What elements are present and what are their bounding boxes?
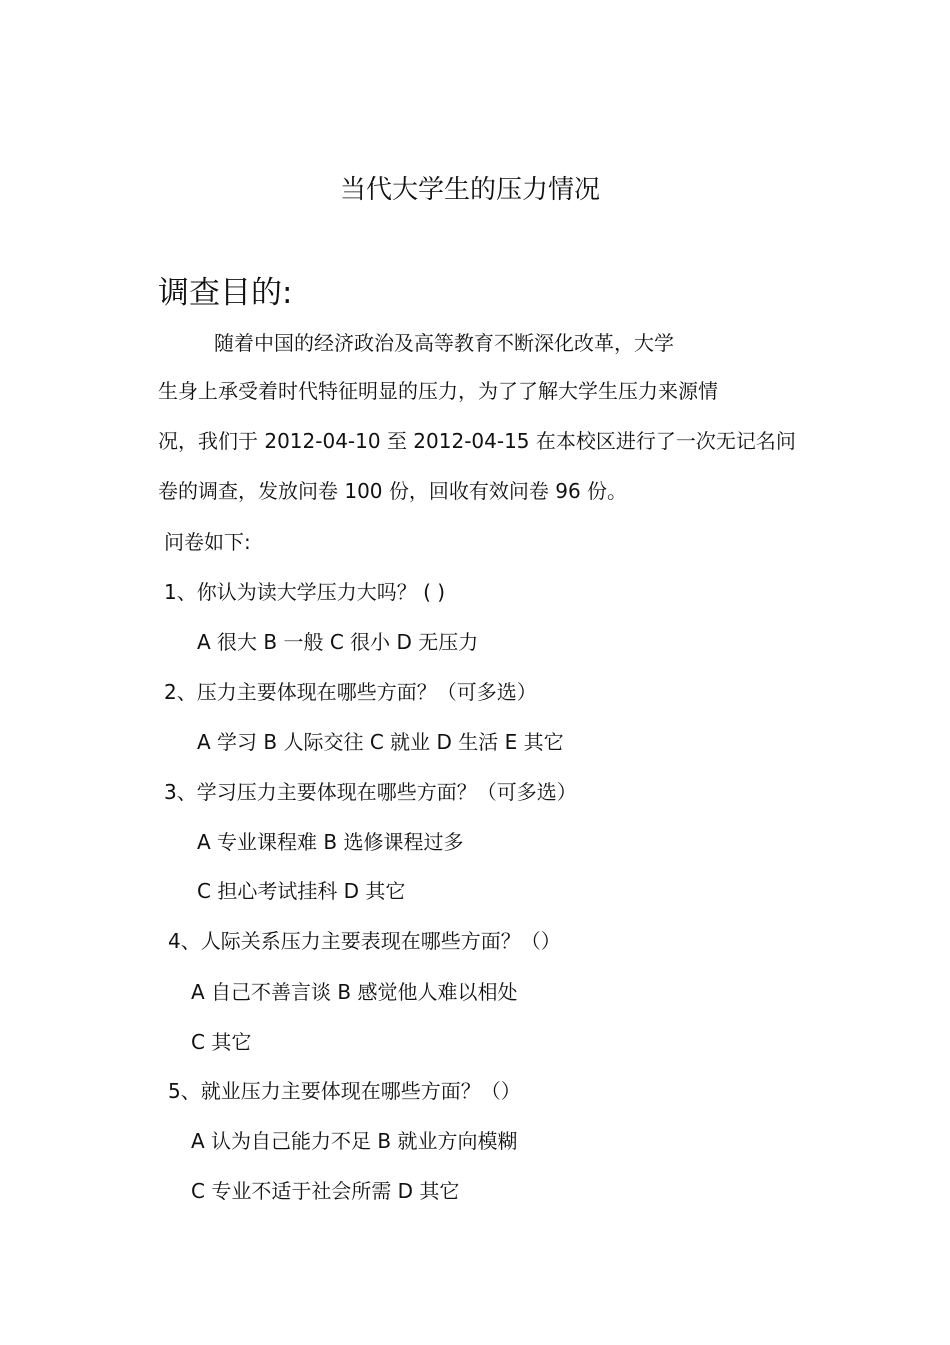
question-1-options: A 很大 B 一般 C 很小 D 无压力 <box>197 630 479 654</box>
document-title: 当代大学生的压力情况 <box>340 175 601 205</box>
intro-line-2: 生身上承受着时代特征明显的压力，为了了解大学生压力来源情 <box>158 379 718 403</box>
question-4: 4、人际关系压力主要表现在哪些方面？（） <box>168 929 561 953</box>
intro-line-4: 卷的调查，发放问卷 100 份，回收有效问卷 96 份。 <box>158 479 628 503</box>
question-4-options-line-1: A 自己不善言谈 B 感觉他人难以相处 <box>191 980 518 1004</box>
section-heading: 调查目的: <box>158 275 293 311</box>
intro-line-3: 况，我们于 2012-04-10 至 2012-04-15 在本校区进行了一次无记名问 <box>158 429 796 453</box>
question-5-options-line-1: A 认为自己能力不足 B 就业方向模糊 <box>191 1129 518 1153</box>
question-5-options-line-2: C 专业不适于社会所需 D 其它 <box>191 1179 460 1203</box>
question-1: 1、你认为读大学压力大吗？ ( ) <box>164 580 446 604</box>
question-2-options: A 学习 B 人际交往 C 就业 D 生活 E 其它 <box>197 730 564 754</box>
question-2: 2、压力主要体现在哪些方面？（可多选） <box>164 680 537 704</box>
question-4-options-line-2: C 其它 <box>191 1030 252 1054</box>
intro-line-1: 随着中国的经济政治及高等教育不断深化改革，大学 <box>214 331 674 355</box>
question-3: 3、学习压力主要体现在哪些方面？（可多选） <box>164 780 577 804</box>
question-5: 5、就业压力主要体现在哪些方面？（） <box>168 1079 521 1103</box>
question-3-options-line-2: C 担心考试挂科 D 其它 <box>197 879 406 903</box>
questionnaire-label: 问卷如下: <box>164 530 251 554</box>
question-3-options-line-1: A 专业课程难 B 选修课程过多 <box>197 830 464 854</box>
